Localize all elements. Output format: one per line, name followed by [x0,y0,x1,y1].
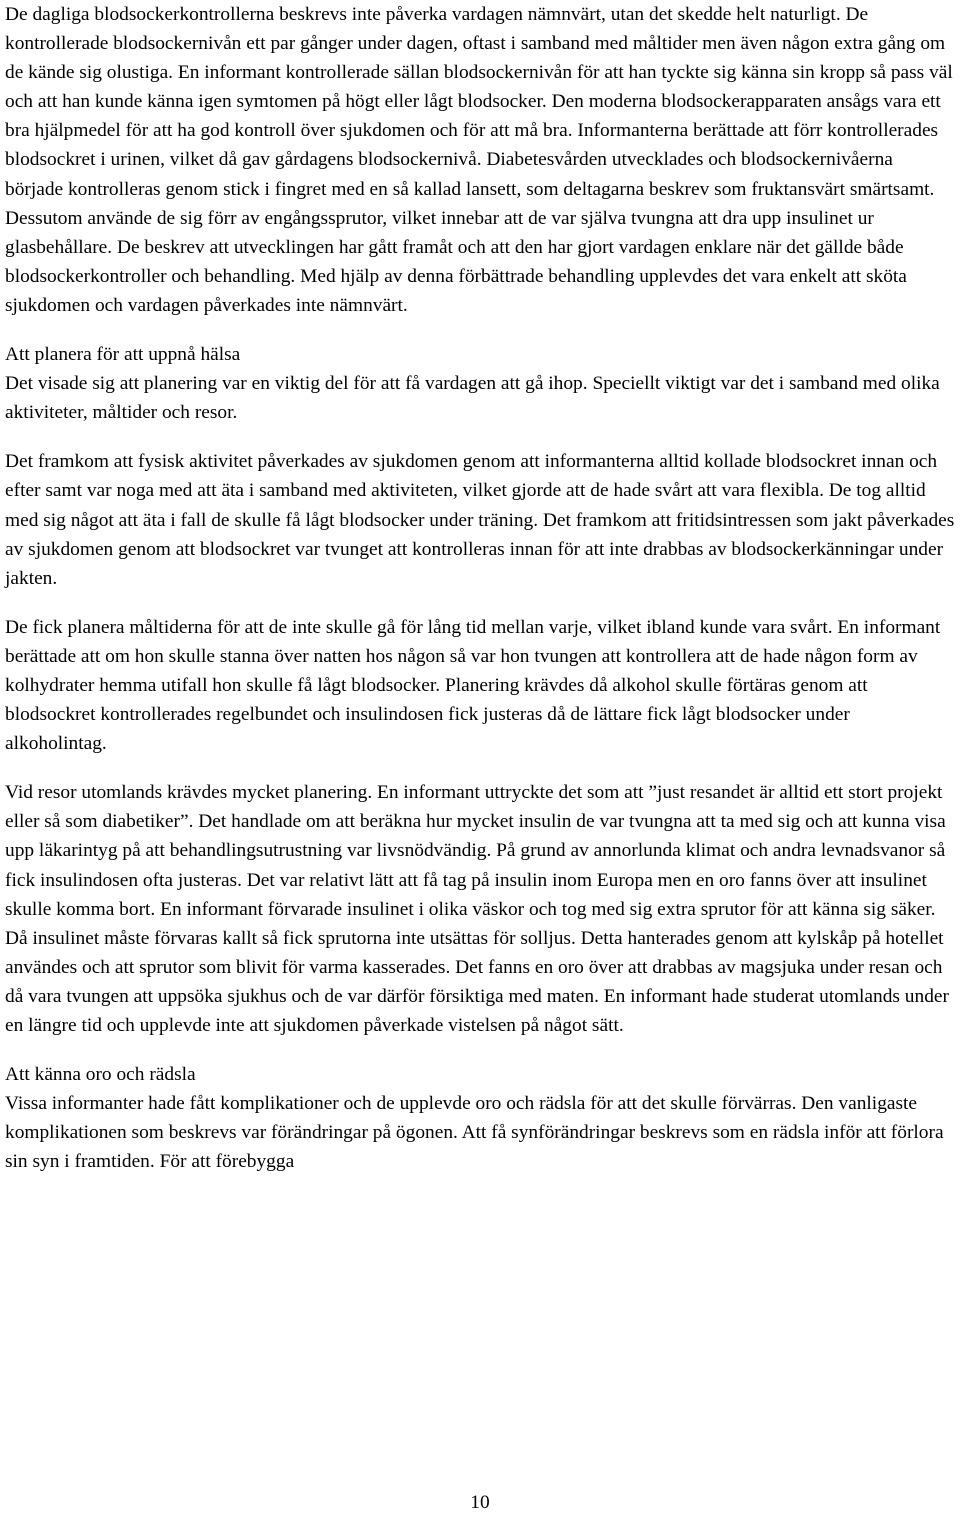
paragraph-planning-intro: Det visade sig att planering var en viktig del för att få vardagen att gå ihop. Speciellt viktigt var det i samband med olika aktiviteter, måltider och resor. [5,373,940,424]
paragraph-gap [5,427,955,447]
page-number: 10 [470,1492,490,1513]
paragraph-meals: De fick planera måltiderna för att de inte skulle gå för lång tid mellan varje, vilket ibland kunde vara svårt. En informant berättade att om hon skulle stanna över natten hos någon så var hon tvungen att kontrollera att de hade någon form av kolhydrater hemma utifall hon skulle få lågt blodsocker. Planering krävdes då alkohol skulle förtäras genom att blodsockret kontrollerades regelbundet och insulindosen fick justeras då de lättare fick lågt blodsocker under alkoholintag. [5,616,941,755]
paragraph-gap [5,1040,955,1060]
paragraph-gap [5,758,955,778]
paragraph-travel: Vid resor utomlands krävdes mycket planering. En informant uttryckte det som att ”just resandet är alltid ett stort projekt eller så som diabetiker”. Det handlade om att beräkna hur mycket insulin de var tvungna att ta med sig och att kunna visa upp läkarintyg på att behandlingsutrustning var livsnödvändig. På grund av annorlunda klimat och andra levnadsvanor så fick insulindosen ofta justeras. Det var relativt lätt att få tag på insulin inom Europa men en oro fanns över att insulinet skulle komma bort. En informant förvarade insulinet i olika väskor och tog med sig extra sprutor för att känna sig säker. Då insulinet måste förvaras kallt så fick sprutorna inte utsättas för solljus. Detta hanterades genom att kylskåp på hotellet användes och att sprutor som blivit för varma kasserades. Det fanns en oro över att drabbas av magsjuka under resan och då vara tvungen att uppsöka sjukhus och de var därför försiktiga med maten. En informant hade studerat utomlands under en längre tid och upplevde inte att sjukdomen påverkade vistelsen på något sätt. [5,782,949,1036]
paragraph-complications: Vissa informanter hade fått komplikationer och de upplevde oro och rädsla för att det skulle förvärras. Den vanligaste komplikationen som beskrevs var förändringar på ögonen. Att få synförändringar beskrevs som en rädsla inför att förlora sin syn i framtiden. För att förebygga [5,1093,944,1173]
document-page [5,0,955,1176]
paragraph-gap [5,320,955,340]
section-heading-worry: Att känna oro och rädsla [5,1064,196,1086]
paragraph-physical-activity: Det framkom att fysisk aktivitet påverkades av sjukdomen genom att informanterna alltid kollade blodsockret innan och efter samt var noga med att äta i samband med aktiviteten, vilket gjorde att de hade svårt att vara flexibla. De tog alltid med sig något att äta i fall de skulle få lågt blodsocker under träning. Det framkom att fritidsintressen som jakt påverkades av sjukdomen genom att blodsockret var tvunget att kontrolleras innan för att inte drabbas av blodsockerkänningar under jakten. [5,451,955,589]
paragraph-blood-sugar-control: De dagliga blodsockerkontrollerna beskrevs inte påverka vardagen nämnvärt, utan det skedde helt naturligt. De kontrollerade blodsockernivån ett par gånger under dagen, oftast i samband med måltider men även någon extra gång om de kände sig olustiga. En informant kontrollerade sällan blodsockernivån för att han tyckte sig känna sin kropp så pass väl och att han kunde känna igen symtomen på högt eller lågt blodsocker. Den moderna blodsockerapparaten ansågs vara ett bra hjälpmedel för att ha god kontroll över sjukdomen och för att må bra. Informanterna berättade att förr kontrollerades blodsockret i urinen, vilket då gav gårdagens blodsockernivå. Diabetesvården utvecklades och blodsockernivåerna började kontrolleras genom stick i fingret med en så kallad lansett, som deltagarna beskrev som fruktansvärt smärtsamt. Dessutom använde de sig förr av engångssprutor, vilket innebar att de var själva tvungna att dra upp insulinet ur glasbehållare. De beskrev att utvecklingen har gått framåt och att den har gjort vardagen enklare när det gällde både blodsockerkontroller och behandling. Med hjälp av denna förbättrade behandling upplevdes det vara enkelt att sköta sjukdomen och vardagen påverkades inte nämnvärt. [5,4,953,316]
section-heading-planning: Att planera för att uppnå hälsa [5,344,241,366]
paragraph-gap [5,593,955,613]
